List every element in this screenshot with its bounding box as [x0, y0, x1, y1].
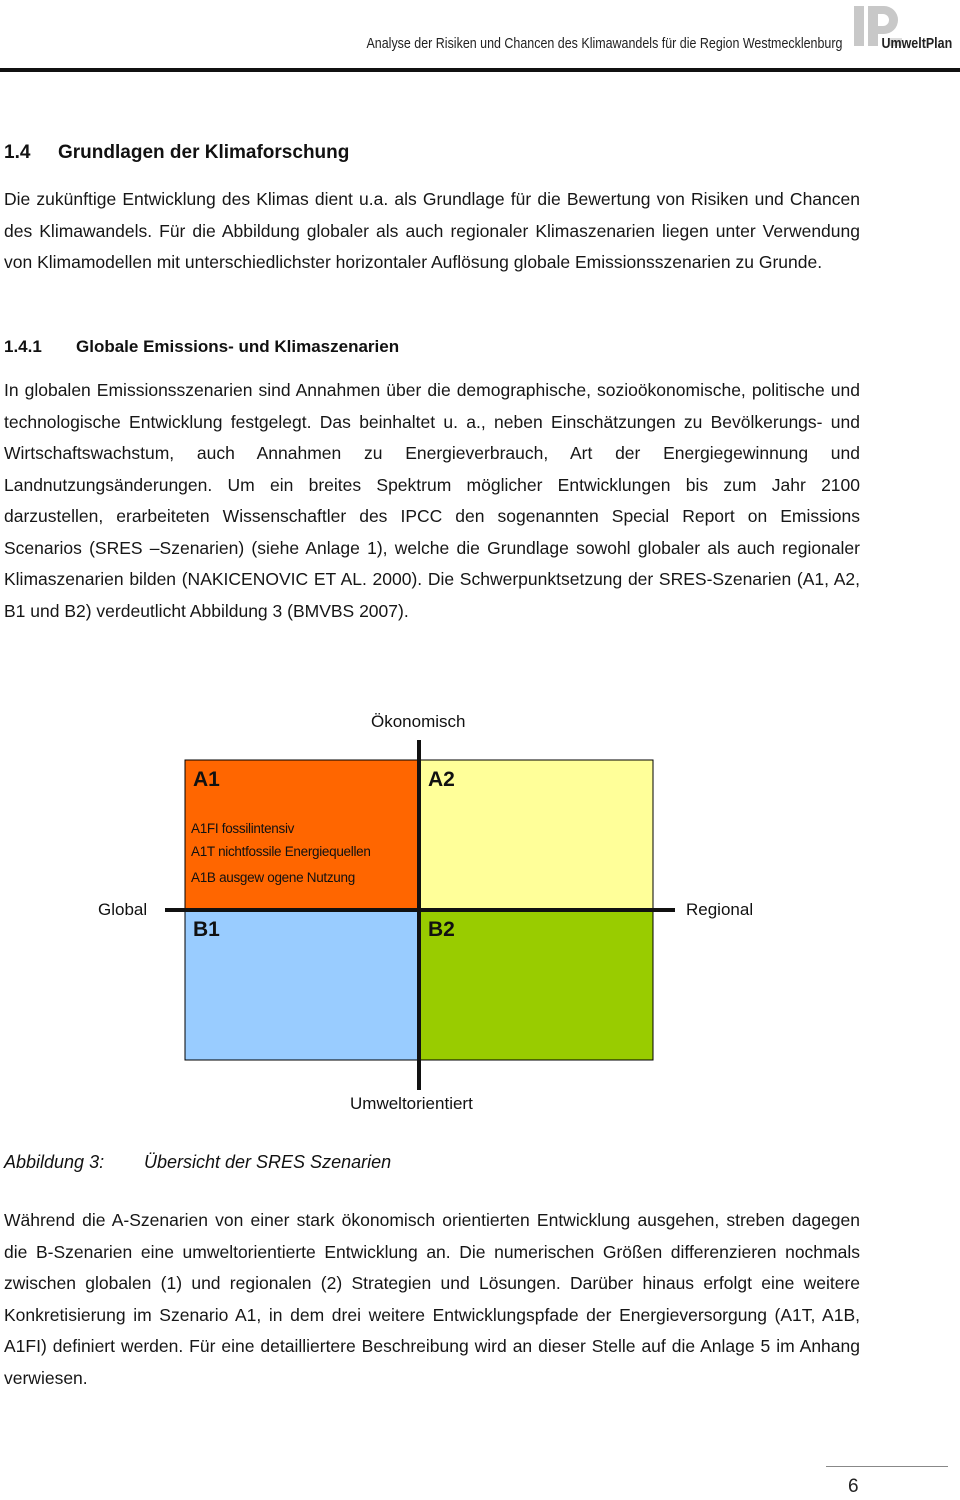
body-paragraph: In globalen Emissionsszenarien sind Annahmen über die demographische, sozioökonomische, politische und technologische Entwicklung festgelegt. Das beinhaltet u. a., neben Einschätzungen zu Bevölkerungs- und Wirtschaftswachstum, auch Annahmen zu Energieverbrauch, Art der Energiegewinnung und Landnutzungsänderungen. Um ein breites Spektrum möglicher Entwicklungen bis zum Jahr 2100 darzustellen, erarbeiteten Wissenschaftler des IPCC den sogenannten Special Report on Emissions Scenarios (SRES –Szenarien) (siehe Anlage 1), welche die Grundlage sowohl globaler als auch regionaler Klimaszenarien bilden (NAKICENOVIC ET AL. 2000). Die Schwerpunktsetzung der SRES-Szenarien (A1, A2, B1 und B2) verdeutlicht Abbildung 3 (BMVBS 2007). [4, 380, 860, 621]
a1-subscenario: A1B ausgew ogene Nutzung [191, 870, 355, 885]
footer-rule [826, 1466, 948, 1467]
section-number: 1.4 [4, 142, 31, 163]
caption-label: Abbildung 3: [4, 1152, 105, 1172]
axis-label-bottom: Umweltorientiert [350, 1094, 473, 1113]
conclusion-paragraph: Während die A-Szenarien von einer stark ökonomisch orientierten Entwicklung ausgehen, streben dagegen die B-Szenarien eine umweltorientierte Entwicklung an. Die numerischen Größen differenzieren nochmals zwischen globalen (1) und regionalen (2) Strategien und Lösungen. Darüber hinaus erfolgt eine weitere Konkretisierung im Szenario A1, in dem drei weitere Entwicklungspfade der Energieversorgung (A1T, A1B, A1FI) definiert werden. Für eine detailliertere Beschreibung wird an dieser Stelle auf die Anlage 5 im Anhang verwiesen. [4, 1210, 860, 1388]
subsection-title: Globale Emissions- und Klimaszenarien [76, 337, 400, 356]
running-header-title: Analyse der Risiken und Chancen des Klimawandels für die Region Westmecklenburg [366, 36, 842, 52]
quadrant-label-a1: A1 [193, 768, 220, 791]
quadrant-label-b2: B2 [428, 918, 455, 941]
sres-quadrant-diagram [0, 700, 960, 1130]
brand-name: UmweltPlan [881, 36, 952, 52]
caption-text: Übersicht der SRES Szenarien [144, 1152, 392, 1172]
section-heading [4, 142, 349, 164]
section-title: Grundlagen der Klimaforschung [58, 142, 350, 163]
a1-subscenario: A1T nichtfossile Energiequellen [191, 844, 371, 859]
axis-label-right: Regional [686, 900, 754, 919]
header-rule [0, 68, 960, 72]
page-number: 6 [848, 1476, 859, 1497]
quadrant-label-b1: B1 [193, 918, 220, 941]
axis-label-left: Global [98, 900, 148, 919]
intro-paragraph: Die zukünftige Entwicklung des Klimas dient u.a. als Grundlage für die Bewertung von Risiken und Chancen des Klimawandels. Für die Abbildung globaler als auch regionaler Klimaszenarien liegen unter Verwendung von Klimamodellen mit unterschiedlichster horizontaler Auflösung globale Emissionsszenarien zu Grunde. [4, 189, 860, 272]
quadrant-label-a2: A2 [428, 768, 455, 791]
subsection-heading [4, 337, 399, 357]
axis-label-top: Ökonomisch [371, 712, 466, 731]
subsection-number: 1.4.1 [4, 337, 42, 356]
a1-subscenario: A1FI fossilintensiv [191, 821, 295, 836]
figure-caption [4, 1152, 391, 1173]
quadrant-b1 [185, 910, 419, 1060]
